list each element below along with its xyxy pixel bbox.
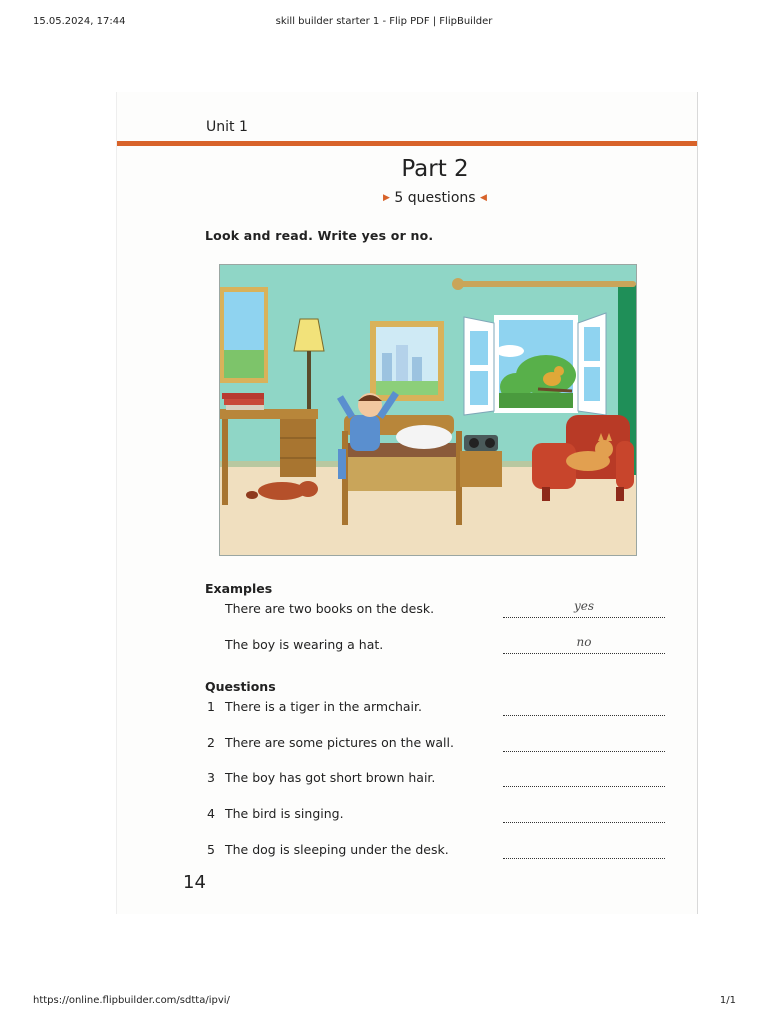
example-row xyxy=(205,637,665,657)
question-text: There are some pictures on the wall. xyxy=(225,735,454,750)
unit-label: Unit 1 xyxy=(206,119,248,135)
header-rule xyxy=(117,141,697,146)
question-row xyxy=(205,699,665,719)
question-row xyxy=(205,806,665,826)
print-footer xyxy=(0,995,768,1009)
answer-line xyxy=(503,770,665,787)
part-title: Part 2 xyxy=(401,156,469,182)
worksheet-page xyxy=(117,92,697,914)
questions-heading: Questions xyxy=(205,679,276,694)
question-number: 1 xyxy=(207,699,215,714)
page-number: 14 xyxy=(183,872,206,893)
triangle-right-icon: ▶ xyxy=(383,193,390,203)
left-picture xyxy=(220,287,268,383)
part-subtitle-text: 5 questions xyxy=(394,190,476,206)
question-row xyxy=(205,770,665,790)
print-timestamp: 15.05.2024, 17:44 xyxy=(33,16,126,27)
example-text: There are two books on the desk. xyxy=(225,601,435,616)
example-text: The boy is wearing a hat. xyxy=(225,637,384,652)
triangle-left-icon: ◀ xyxy=(480,193,487,203)
answer-line xyxy=(503,842,665,859)
answer-line xyxy=(503,735,665,752)
question-text: There is a tiger in the armchair. xyxy=(225,699,422,714)
question-number: 2 xyxy=(207,735,215,750)
answer-line xyxy=(503,806,665,823)
question-number: 5 xyxy=(207,842,215,857)
bedside-table xyxy=(460,435,502,487)
answer-line xyxy=(503,601,665,618)
example-answer: yes xyxy=(573,599,595,613)
examples-heading: Examples xyxy=(205,581,273,596)
print-url: https://online.flipbuilder.com/sdtta/ipvi/ xyxy=(33,995,230,1006)
question-text: The boy has got short brown hair. xyxy=(225,770,436,785)
city-picture xyxy=(370,321,444,401)
print-header xyxy=(0,16,768,30)
example-row xyxy=(205,601,665,621)
question-text: The dog is sleeping under the desk. xyxy=(225,842,449,857)
answer-line xyxy=(503,637,665,654)
part-subtitle xyxy=(117,190,753,206)
curtain-rod xyxy=(456,281,636,287)
window xyxy=(464,313,606,415)
print-page-indicator: 1/1 xyxy=(719,995,736,1006)
answer-line xyxy=(503,699,665,716)
question-row xyxy=(205,735,665,755)
example-answer: no xyxy=(576,635,592,649)
instruction: Look and read. Write yes or no. xyxy=(205,228,434,243)
question-text: The bird is singing. xyxy=(225,806,344,821)
question-number: 3 xyxy=(207,770,215,785)
question-row xyxy=(205,842,665,862)
question-number: 4 xyxy=(207,806,215,821)
print-page-title: skill builder starter 1 - Flip PDF | FlipBuilder xyxy=(275,16,493,27)
bedroom-illustration xyxy=(219,264,637,556)
